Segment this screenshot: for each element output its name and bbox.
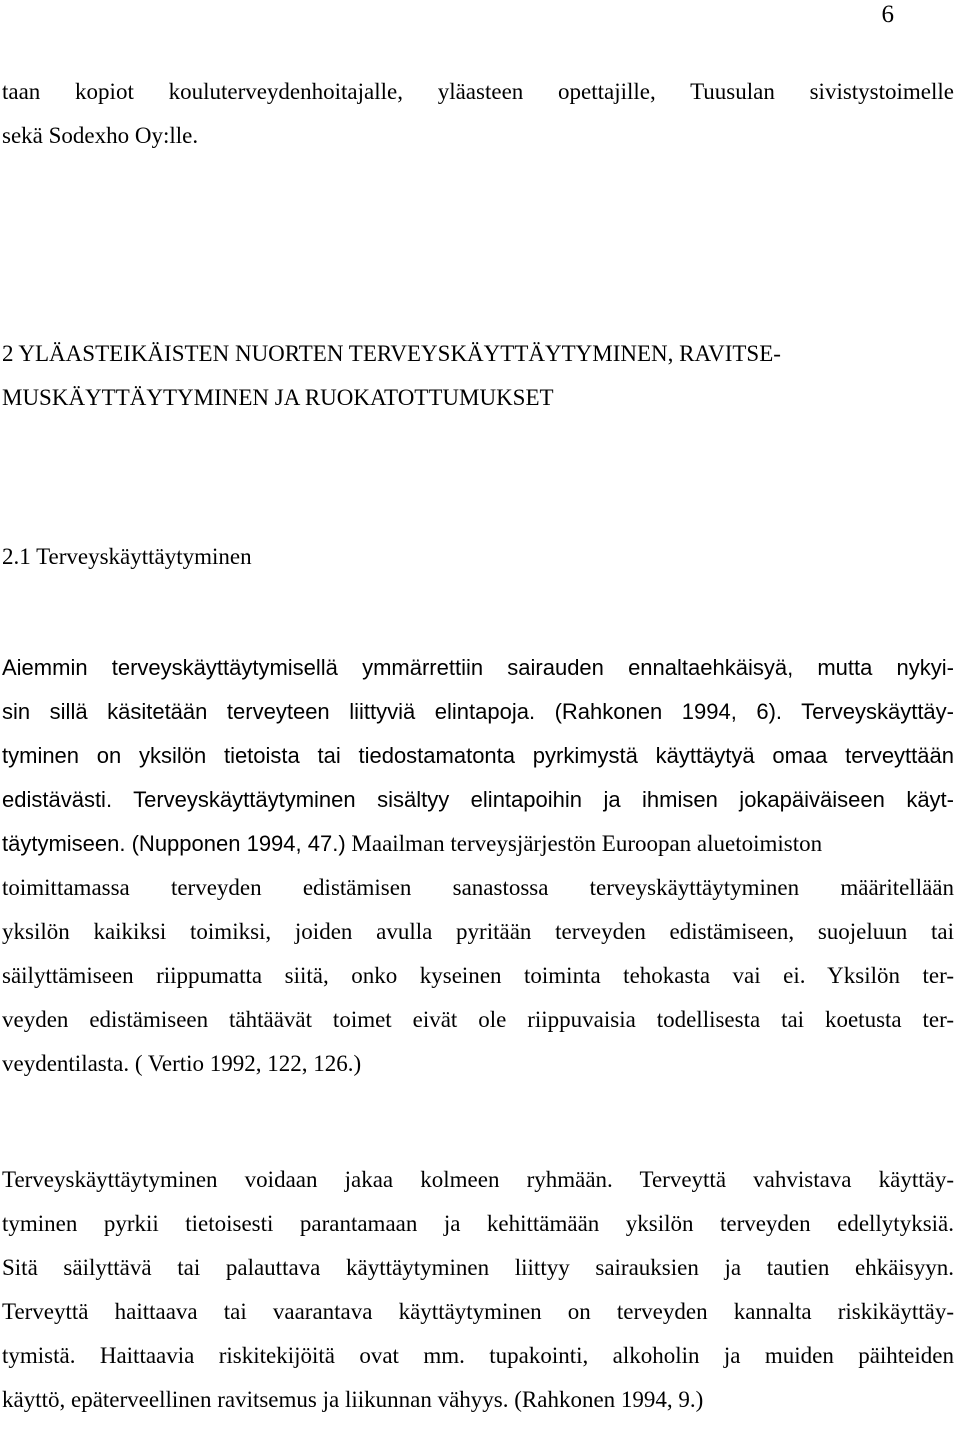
paragraph-1 bbox=[2, 646, 954, 1086]
citation-text: täytymiseen. (Nupponen 1994, 47.) bbox=[2, 831, 346, 856]
paragraph-2 bbox=[2, 1158, 954, 1422]
paragraph-line: Aiemmin terveyskäyttäytymisellä ymmärrettiin sairauden ennaltaehkäisyä, mutta nykyi- bbox=[2, 655, 954, 680]
chapter-heading-line: MUSKÄYTTÄYTYMINEN JA RUOKATOTTUMUKSET bbox=[2, 385, 554, 410]
paragraph-text: Maailman terveysjärjestön Euroopan aluetoimiston bbox=[345, 831, 823, 856]
paragraph-line: käyttö, epäterveellinen ravitsemus ja liikunnan vähyys. (Rahkonen 1994, 9.) bbox=[2, 1387, 704, 1412]
paragraph-line: Sitä säilyttävä tai palauttava käyttäytyminen liittyy sairauksien ja tautien ehkäisyyn. bbox=[2, 1255, 954, 1280]
paragraph-line: veydentilasta. ( Vertio 1992, 122, 126.) bbox=[2, 1051, 362, 1076]
intro-line: taan kopiot kouluterveydenhoitajalle, yläasteen opettajille, Tuusulan sivistystoimelle bbox=[2, 79, 954, 104]
paragraph-line: edistävästi. Terveyskäyttäytyminen sisältyy elintapoihin ja ihmisen jokapäiväiseen käyt- bbox=[2, 787, 954, 812]
paragraph-line: Terveyttä haittaava tai vaarantava käyttäytyminen on terveyden kannalta riskikäyttäy- bbox=[2, 1299, 954, 1324]
paragraph-line: toimittamassa terveyden edistämisen sanastossa terveyskäyttäytyminen määritellään bbox=[2, 875, 954, 900]
intro-line: sekä Sodexho Oy:lle. bbox=[2, 123, 199, 148]
paragraph-line: tymistä. Haittaavia riskitekijöitä ovat mm. tupakointi, alkoholin ja muiden päihteiden bbox=[2, 1343, 954, 1368]
chapter-heading-line: 2 YLÄASTEIKÄISTEN NUORTEN TERVEYSKÄYTTÄYTYMINEN, RAVITSE- bbox=[2, 341, 781, 366]
paragraph-line: yksilön kaikiksi toimiksi, joiden avulla pyritään terveyden edistämiseen, suojeluun tai bbox=[2, 919, 954, 944]
paragraph-line: tyminen pyrkii tietoisesti parantamaan ja kehittämään yksilön terveyden edellytyksiä. bbox=[2, 1211, 954, 1236]
chapter-heading bbox=[2, 332, 954, 420]
page-number: 6 bbox=[881, 1, 894, 28]
paragraph-line: säilyttämiseen riippumatta siitä, onko kyseinen toiminta tehokasta vai ei. Yksilön ter- bbox=[2, 963, 954, 988]
section-heading-text: 2.1 Terveyskäyttäytyminen bbox=[2, 544, 252, 569]
intro-paragraph bbox=[2, 70, 954, 158]
paragraph-line-mixed bbox=[2, 822, 954, 866]
paragraph-line: tyminen on yksilön tietoista tai tiedostamatonta pyrkimystä käyttäytyä omaa terveyttään bbox=[2, 743, 954, 768]
paragraph-line: sin sillä käsitetään terveyteen liittyviä elintapoja. (Rahkonen 1994, 6). Terveyskäyttäy- bbox=[2, 699, 954, 724]
section-heading bbox=[2, 535, 954, 579]
paragraph-line: Terveyskäyttäytyminen voidaan jakaa kolmeen ryhmään. Terveyttä vahvistava käyttäy- bbox=[2, 1167, 954, 1192]
paragraph-line: veyden edistämiseen tähtäävät toimet eivät ole riippuvaisia todellisesta tai koetusta ter- bbox=[2, 1007, 954, 1032]
